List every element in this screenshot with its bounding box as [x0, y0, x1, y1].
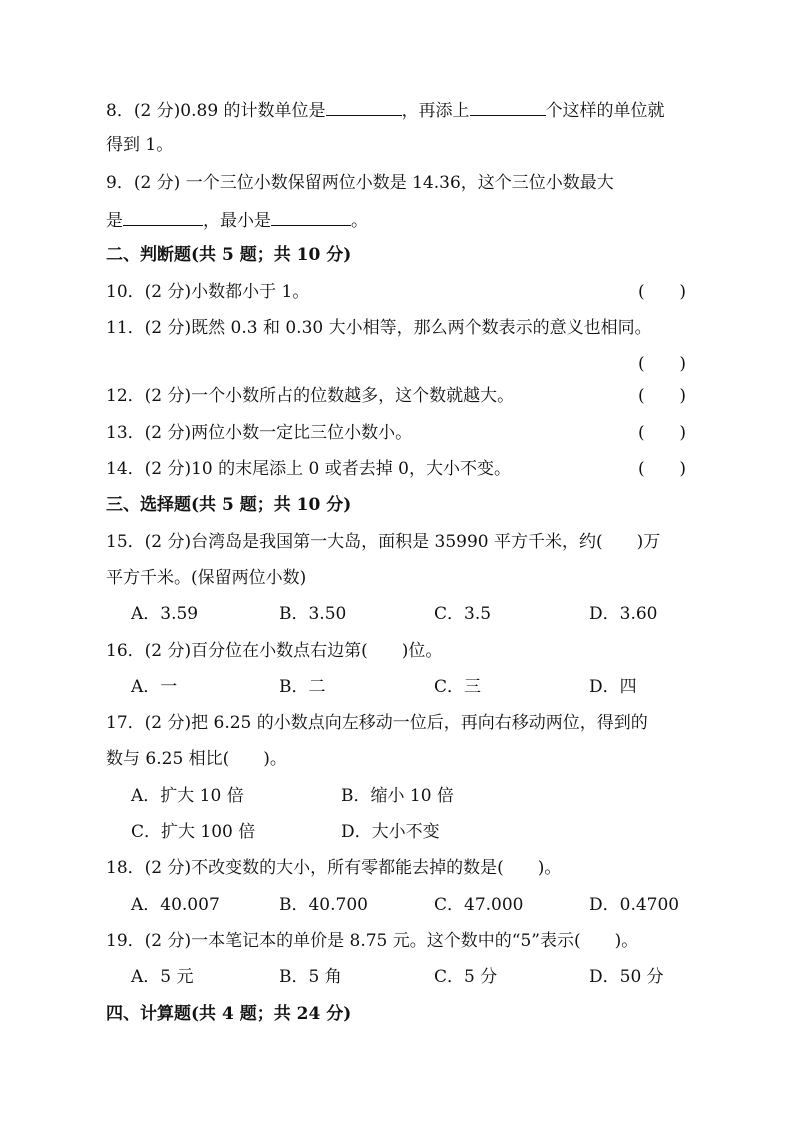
q18-option-a[interactable]: A．40.007	[131, 895, 220, 915]
q19-option-d[interactable]: D．50 分	[589, 967, 664, 987]
section-3-heading: 三、选择题(共 5 题；共 10 分)	[106, 495, 352, 515]
q16-option-d[interactable]: D．四	[589, 677, 637, 697]
question-15-line-2: 平方千米。(保留两位小数)	[106, 568, 307, 588]
question-14: 14．(2 分)10 的末尾添上 0 或者去掉 0，大小不变。	[106, 459, 511, 479]
question-13: 13．(2 分)两位小数一定比三位小数小。	[106, 423, 413, 443]
q17-option-b[interactable]: B．缩小 10 倍	[341, 786, 454, 806]
q13-answer-paren[interactable]	[638, 422, 686, 444]
question-19: 19．(2 分)一本笔记本的单价是 8.75 元。这个数中的“5”表示( )。	[106, 931, 639, 951]
q10-paren-open: (	[638, 282, 645, 302]
q12-paren-close: )	[679, 386, 686, 406]
q14-paren-open: (	[638, 459, 645, 479]
q8-blank-2[interactable]	[470, 98, 546, 116]
q8-blank-1[interactable]	[326, 98, 402, 116]
q16-option-a[interactable]: A．一	[131, 677, 178, 697]
q14-answer-paren[interactable]	[638, 458, 686, 480]
question-18: 18．(2 分)不改变数的大小，所有零都能去掉的数是( )。	[106, 858, 562, 878]
q13-paren-open: (	[638, 423, 645, 443]
q12-answer-paren[interactable]	[638, 385, 686, 407]
q18-option-c[interactable]: C．47.000	[434, 895, 524, 915]
section-2-heading: 二、判断题(共 5 题；共 10 分)	[106, 245, 352, 265]
q9-blank-2[interactable]	[271, 208, 351, 226]
q15-option-d[interactable]: D．3.60	[589, 604, 658, 624]
q9-text-3: 。	[351, 211, 368, 231]
q18-option-d[interactable]: D．0.4700	[589, 895, 680, 915]
question-8-line-1	[106, 98, 665, 122]
question-9-line-2	[106, 208, 368, 232]
question-12: 12．(2 分)一个小数所占的位数越多，这个数就越大。	[106, 386, 515, 406]
q15-option-b[interactable]: B．3.50	[279, 604, 347, 624]
q9-text-1: 是	[106, 211, 123, 231]
q17-option-a[interactable]: A．扩大 10 倍	[131, 786, 244, 806]
q16-option-b[interactable]: B．二	[279, 677, 326, 697]
q19-option-c[interactable]: C．5 分	[434, 967, 498, 987]
question-16: 16．(2 分)百分位在小数点右边第( )位。	[106, 641, 443, 661]
q11-answer-paren[interactable]	[638, 353, 686, 375]
q19-option-a[interactable]: A．5 元	[131, 967, 194, 987]
question-8-line-2: 得到 1。	[106, 135, 174, 155]
q9-blank-1[interactable]	[123, 208, 203, 226]
q9-text-2: ，最小是	[203, 211, 271, 231]
q12-paren-open: (	[638, 386, 645, 406]
q8-text-1: 8．(2 分)0.89 的计数单位是	[106, 101, 326, 121]
q17-option-d[interactable]: D．大小不变	[341, 822, 440, 842]
question-10: 10．(2 分)小数都小于 1。	[106, 282, 310, 302]
q16-option-c[interactable]: C．三	[434, 677, 482, 697]
q19-option-b[interactable]: B．5 角	[279, 967, 342, 987]
q11-paren-close: )	[679, 354, 686, 374]
q15-option-c[interactable]: C．3.5	[434, 604, 492, 624]
section-4-heading: 四、计算题(共 4 题；共 24 分)	[106, 1004, 352, 1024]
question-11: 11．(2 分)既然 0.3 和 0.30 大小相等，那么两个数表示的意义也相同。	[106, 318, 652, 338]
question-15-line-1: 15．(2 分)台湾岛是我国第一大岛，面积是 35990 平方千米，约( )万	[106, 532, 661, 552]
q15-option-a[interactable]: A．3.59	[131, 604, 199, 624]
q13-paren-close: )	[679, 423, 686, 443]
q8-text-2: ，再添上	[401, 101, 470, 121]
q10-paren-close: )	[679, 282, 686, 302]
question-17-line-2: 数与 6.25 相比( )。	[106, 749, 287, 769]
q10-answer-paren[interactable]	[638, 281, 686, 303]
q14-paren-close: )	[679, 459, 686, 479]
q11-paren-open: (	[638, 354, 645, 374]
q17-option-c[interactable]: C．扩大 100 倍	[131, 822, 256, 842]
question-17-line-1: 17．(2 分)把 6.25 的小数点向左移动一位后，再向右移动两位，得到的	[106, 713, 648, 733]
q8-text-3: 个这样的单位就	[545, 101, 665, 121]
question-9-line-1: 9．(2 分) 一个三位小数保留两位小数是 14.36，这个三位小数最大	[106, 173, 614, 193]
q18-option-b[interactable]: B．40.700	[279, 895, 368, 915]
